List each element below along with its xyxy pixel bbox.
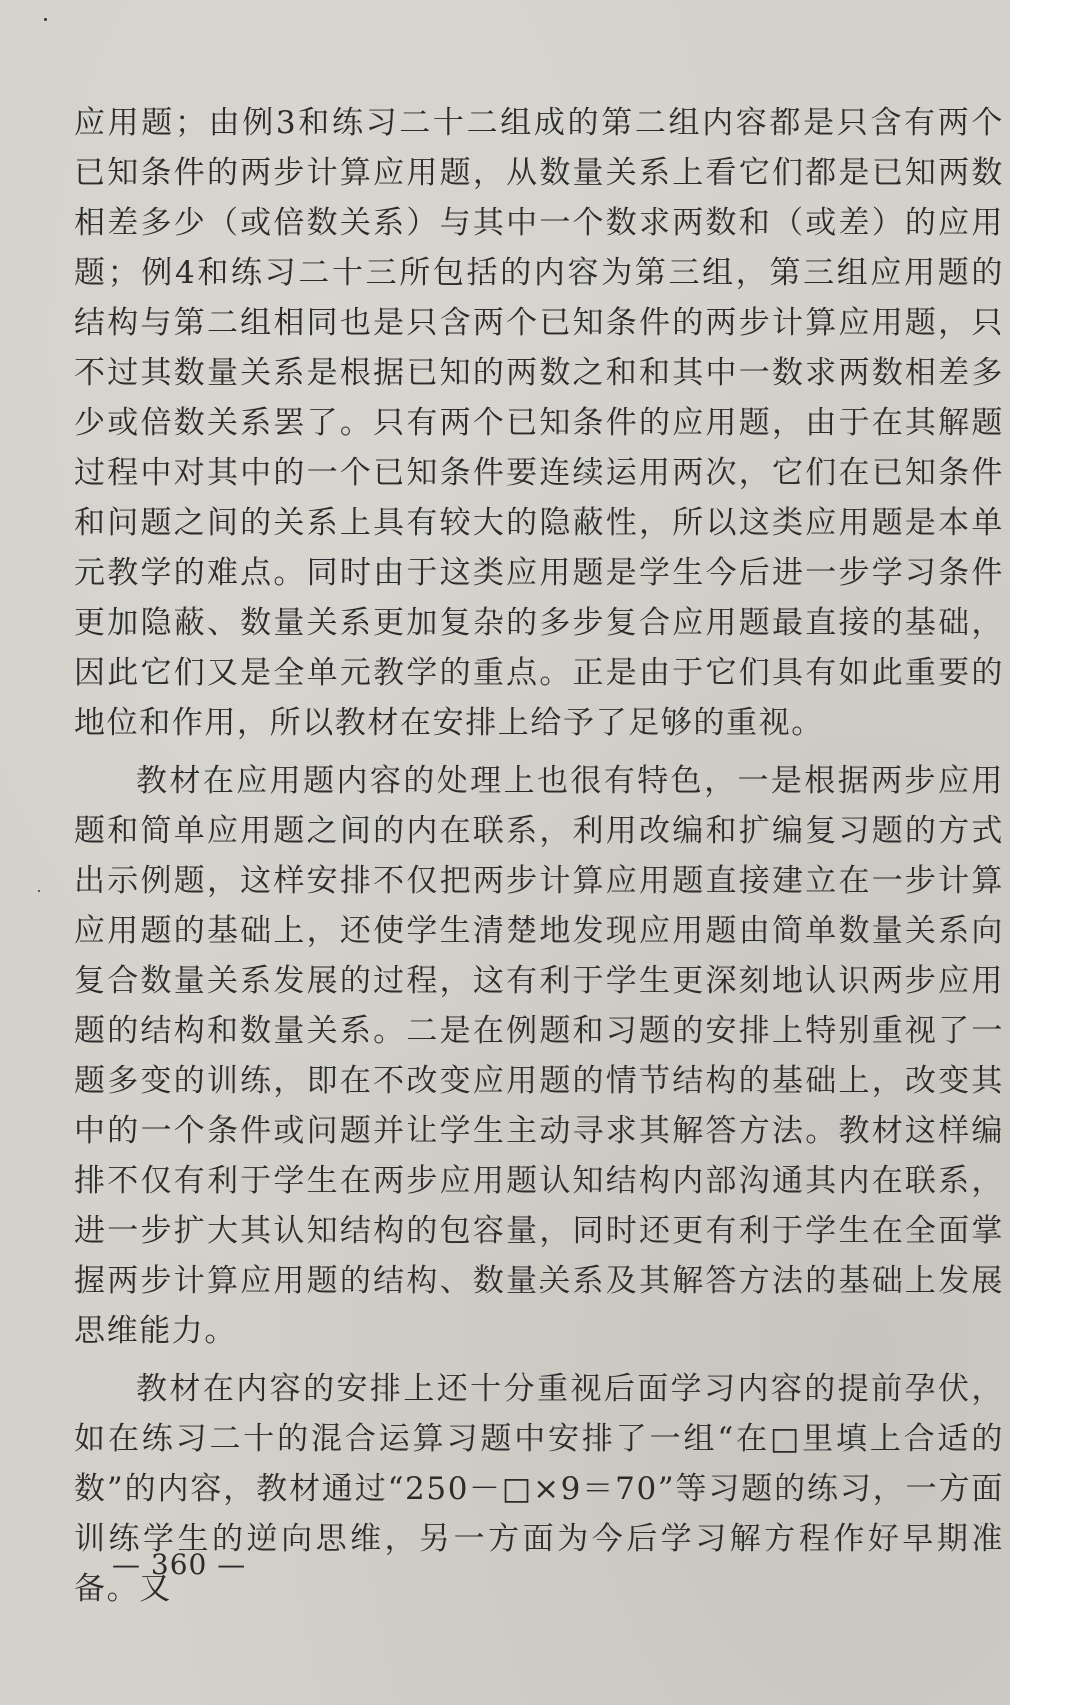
scan-border [1010, 0, 1080, 1705]
paragraph-continued: 应用题；由例3和练习二十二组成的第二组内容都是只含有两个已知条件的两步计算应用题，从数量关系上看它们都是已知两数相差多少（或倍数关系）与其中一个数求两数和（或差）的应用题；例4和练习二十三所包括的内容为第三组，第三组应用题的结构与第二组相同也是只含两个已知条件的两步计算应用题，只不过其数量关系是根据已知的两数之和和其中一数求两数相差多少或倍数关系罢了。只有两个已知条件的应用题，由于在其解题过程中对其中的一个已知条件要连续运用两次，它们在已知条件和问题之间的关系上具有较大的隐蔽性，所以这类应用题是本单元教学的难点。同时由于这类应用题是学生今后进一步学习条件更加隐蔽、数量关系更加复杂的多步复合应用题最直接的基础，因此它们又是全单元教学的重点。正是由于它们具有如此重要的地位和作用，所以教材在安排上给予了足够的重视。 [74, 105, 1004, 741]
dust-speck [38, 890, 40, 892]
paragraph: 教材在应用题内容的处理上也很有特色，一是根据两步应用题和简单应用题之间的内在联系，利用改编和扩编复习题的方式出示例题，这样安排不仅把两步计算应用题直接建立在一步计算应用题的基础上，还使学生清楚地发现应用题由简单数量关系向复合数量关系发展的过程，这有利于学生更深刻地认识两步应用题的结构和数量关系。二是在例题和习题的安排上特别重视了一题多变的训练，即在不改变应用题的情节结构的基础上，改变其中的一个条件或问题并让学生主动寻求其解答方法。教材这样编排不仅有利于学生在两步应用题认知结构内部沟通其内在联系，进一步扩大其认知结构的包容量，同时还更有利于学生在全面掌握两步计算应用题的结构、数量关系及其解答方法的基础上发展思维能力。 [74, 763, 1004, 1349]
dust-speck [44, 18, 47, 21]
body-text [74, 98, 1004, 1614]
paragraph: 教材在内容的安排上还十分重视后面学习内容的提前孕伏，如在练习二十的混合运算习题中安排了一组“在□里填上合适的数”的内容，教材通过“250－□×9＝70”等习题的练习，一方面训练学生的逆向思维，另一方面为今后学习解方程作好早期准备。又 [74, 1371, 1004, 1607]
page-number: — 360 — [112, 1548, 247, 1581]
